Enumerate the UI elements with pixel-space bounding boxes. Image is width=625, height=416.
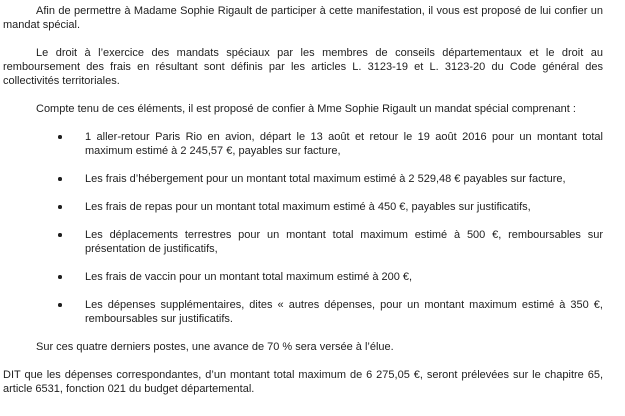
- bullet-icon: [58, 303, 62, 307]
- expenses-list: [3, 130, 603, 326]
- paragraph-proposal: Compte tenu de ces éléments, il est proposé de confier à Mme Sophie Rigault un mandat spécial comprenant :: [36, 103, 576, 115]
- expense-item-text: Les frais de vaccin pour un montant total maximum estimé à 200 €,: [85, 271, 413, 283]
- expense-item-text: Les frais d’hébergement pour un montant total maximum estimé à 2 529,48 € payables sur facture,: [85, 173, 566, 185]
- paragraph-decision: DIT que les dépenses correspondantes, d’un montant total maximum de 6 275,05 €, seront prélevées sur le chapitre 65, article 6531, fonction 021 du budget départemental.: [3, 369, 603, 395]
- bullet-icon: [58, 275, 62, 279]
- bullet-icon: [58, 233, 62, 237]
- expense-item-flight: [3, 130, 603, 158]
- bullet-icon: [58, 177, 62, 181]
- expense-item-text: Les déplacements terrestres pour un montant total maximum estimé à 500 €, remboursables sur présentation de justificatifs,: [85, 229, 603, 255]
- expense-item-other: [3, 298, 603, 326]
- expense-item-text: Les frais de repas pour un montant total maximum estimé à 450 €, payables sur justificatifs,: [85, 201, 531, 213]
- expense-item-text: Les dépenses supplémentaires, dites « autres dépenses, pour un montant maximum estimé à 350 €, remboursables sur justificatifs.: [85, 299, 603, 325]
- bullet-icon: [58, 205, 62, 209]
- bullet-icon: [58, 135, 62, 139]
- expense-item-text: 1 aller-retour Paris Rio en avion, départ le 13 août et retour le 19 août 2016 pour un montant total maximum estimé à 2 245,57 €, payables sur facture,: [85, 131, 603, 157]
- paragraph-intro: Afin de permettre à Madame Sophie Rigault de participer à cette manifestation, il vous est proposé de lui confier un mandat spécial.: [3, 5, 603, 31]
- expense-item-meals: [3, 200, 603, 214]
- expense-item-vaccines: [3, 270, 603, 284]
- paragraph-legal-basis: Le droit à l’exercice des mandats spéciaux par les membres de conseils départementaux et le droit au remboursement des frais en résultant sont définis par les articles L. 3123-19 et L. 3123-20 du Code général des collectivités territoriales.: [3, 47, 603, 87]
- expense-item-ground-transport: [3, 228, 603, 256]
- paragraph-advance: Sur ces quatre derniers postes, une avance de 70 % sera versée à l’élue.: [36, 341, 394, 353]
- expense-item-lodging: [3, 172, 603, 186]
